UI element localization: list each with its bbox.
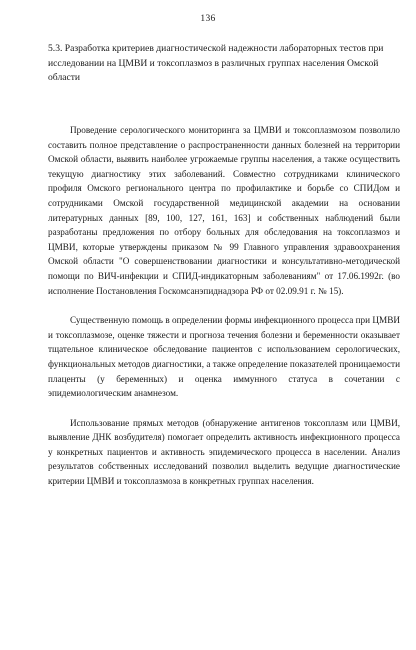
paragraph-3: Использование прямых методов (обнаружение антигенов токсоплазм или ЦМВИ, выявление ДНК возбудителя) помогает определить активность инфекционного процесса у конкретных пациентов и активность эпидемического процесса в населении. Анализ результатов собственных исследований позволил выделить ведущие диагностические критерии ЦМВИ и токсоплазмоза в конкретных группах населения.: [48, 417, 400, 487]
paragraph-1: Проведение серологического мониторинга за ЦМВИ и токсоплазмозом позволило составить полное представление о распространенности данных болезней на территории Омской области, выявить наиболее угрожаемые группы населения, а также осуществить текущую диагностику этих заболеваний. Совместно сотрудниками клинического профиля Омского регионального центра по профилактике и борьбе со СПИДом и сотрудниками Омской государственной медицинской академии на основании литературных данных [89, 100, 127, 161, 163] и собственных наблюдений были разработаны предложения по отбору больных для обследования на токсоплазмоз и ЦМВИ, которые утверждены приказом № 99 Главного управления здравоохранения Омской области "О совершенствовании диагностики и консультативно-методической помощи по ВИЧ-инфекции и СПИД-индикаторным заболеваниям" от 17.06.1992г. (во исполнение Постановления Госкомсанэпиднадзора РФ от 02.09.91 г. № 15).: [48, 125, 400, 296]
section-heading: 5.3. Разработка критериев диагностической надежности лабораторных тестов при исследовании на ЦМВИ и токсоплазмоз в различных группах населения Омской области: [48, 43, 384, 83]
page-number: 136: [200, 14, 216, 24]
body-text: [48, 123, 400, 504]
paragraph-2: Существенную помощь в определении формы инфекционного процесса при ЦМВИ и токсоплазмозе, оценке тяжести и прогноза течения болезни и беременности оказывает тщательное клиническое обследование пациентов с использованием серологических, функциональных методов диагностики, а также определение показателей проницаемости плаценты (у беременных) и оценка иммунного статуса в сочетании с эпидемиологическим анамнезом.: [48, 315, 400, 399]
